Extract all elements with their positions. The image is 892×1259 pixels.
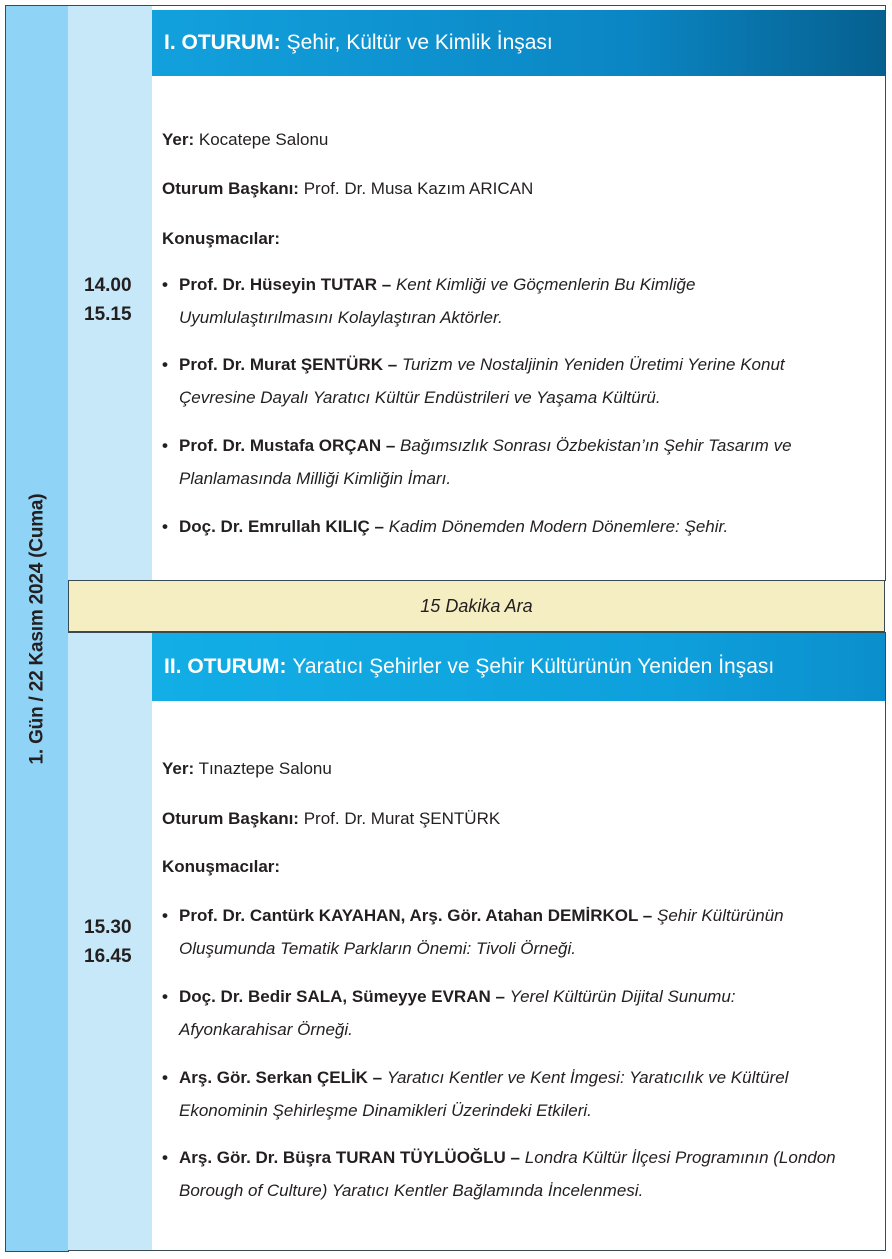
speaker-item: • Prof. Dr. Murat ŞENTÜRK – Turizm ve Nostaljinin Yeniden Üretimi Yerine Konut Çevresine Dayalı Yaratıcı Kültür Endüstrileri ve Yaşama Kültürü. [162, 355, 785, 407]
speaker-name: Prof. Dr. Hüseyin TUTAR – [179, 275, 392, 294]
speaker-name: Prof. Dr. Murat ŞENTÜRK – [179, 355, 398, 374]
speaker-item: • Doç. Dr. Bedir SALA, Sümeyye EVRAN – Yerel Kültürün Dijital Sunumu: Afyonkarahisar Örneği. [162, 987, 736, 1039]
chair-label: Oturum Başkanı: [162, 809, 299, 828]
venue-label: Yer: [162, 759, 195, 778]
session-2-title-prefix: II. OTURUM: [164, 655, 287, 678]
chair-label: Oturum Başkanı: [162, 179, 299, 198]
talk-title: Turizm ve Nostaljinin Yeniden Üretimi Yerine Konut Çevresine Dayalı Yaratıcı Kültür Endüstrileri ve Yaşama Kültürü. [179, 355, 785, 407]
talk-title: Kadim Dönemden Modern Dönemlere: Şehir. [388, 517, 729, 536]
speaker-name: Doç. Dr. Bedir SALA, Sümeyye EVRAN – [179, 987, 505, 1006]
session-2-chair [162, 807, 500, 831]
speaker-item: • Prof. Dr. Hüseyin TUTAR – Kent Kimliği ve Göçmenlerin Bu Kimliğe Uyumlulaştırılmasını Kolaylaştıran Aktörler. [162, 275, 696, 327]
session-2-block [152, 632, 886, 1251]
session-1-header [152, 10, 885, 76]
talk-title: Kent Kimliği ve Göçmenlerin Bu Kimliğe Uyumlulaştırılmasını Kolaylaştıran Aktörler. [179, 275, 696, 327]
session-2-time-cell [68, 632, 153, 1251]
session-1-title: Şehir, Kültür ve Kimlik İnşası [286, 31, 553, 54]
session-1-chair [162, 177, 533, 201]
venue-value: Kocatepe Salonu [198, 130, 329, 149]
venue-value: Tınaztepe Salonu [198, 759, 332, 778]
speaker-name: Arş. Gör. Serkan ÇELİK – [179, 1068, 383, 1087]
speaker-name: Doç. Dr. Emrullah KILIÇ – [179, 517, 384, 536]
talk-title: Bağımsızlık Sonrası Özbekistan’ın Şehir Tasarım ve Planlamasında Milliği Kimliğin İmarı. [179, 436, 792, 488]
session-2-time-start: 15.30 [84, 917, 132, 938]
talk-title: Londra Kültür İlçesi Programının (London Borough of Culture) Yaratıcı Kentler Bağlamında İncelenmesi. [179, 1148, 836, 1200]
break-row [68, 580, 885, 632]
talk-title: Şehir Kültürünün Oluşumunda Tematik Parkların Önemi: Tivoli Örneği. [179, 906, 784, 958]
session-1-title-prefix: I. OTURUM: [164, 31, 281, 54]
session-2-time-end: 16.45 [84, 946, 132, 967]
session-1-speakers-heading: Konuşmacılar: [162, 229, 281, 248]
session-2-header [152, 633, 885, 701]
day-column [5, 5, 69, 1252]
chair-value: Prof. Dr. Musa Kazım ARICAN [303, 179, 534, 198]
venue-label: Yer: [162, 130, 195, 149]
session-2-speakers-heading: Konuşmacılar: [162, 857, 281, 876]
break-label: 15 Dakika Ara [420, 595, 533, 616]
session-2-title: Yaratıcı Şehirler ve Şehir Kültürünün Yeniden İnşası [292, 655, 775, 678]
session-1-block [152, 5, 886, 581]
speaker-name: Prof. Dr. Mustafa ORÇAN – [179, 436, 396, 455]
day-label: 1. Gün / 22 Kasım 2024 (Cuma) [26, 493, 47, 764]
talk-title: Yerel Kültürün Dijital Sunumu: Afyonkarahisar Örneği. [179, 987, 736, 1039]
chair-value: Prof. Dr. Murat ŞENTÜRK [303, 809, 501, 828]
speaker-name: Prof. Dr. Cantürk KAYAHAN, Arş. Gör. Atahan DEMİRKOL – [179, 906, 653, 925]
speaker-item: • Arş. Gör. Serkan ÇELİK – Yaratıcı Kentler ve Kent İmgesi: Yaratıcılık ve Kültürel Ekonominin Şehirleşme Dinamikleri Üzerindeki Etkileri. [162, 1068, 789, 1120]
speaker-item: • Doç. Dr. Emrullah KILIÇ – Kadim Dönemden Modern Dönemlere: Şehir. [162, 517, 729, 536]
session-1-time-end: 15.15 [84, 304, 132, 325]
session-1-time-cell [68, 5, 153, 581]
speaker-item: • Prof. Dr. Cantürk KAYAHAN, Arş. Gör. Atahan DEMİRKOL – Şehir Kültürünün Oluşumunda Tematik Parkların Önemi: Tivoli Örneği. [162, 906, 784, 958]
speaker-item: • Arş. Gör. Dr. Büşra TURAN TÜYLÜOĞLU – Londra Kültür İlçesi Programının (London Borough of Culture) Yaratıcı Kentler Bağlamında İncelenmesi. [162, 1148, 836, 1200]
speaker-name: Arş. Gör. Dr. Büşra TURAN TÜYLÜOĞLU – [179, 1148, 520, 1167]
session-2-venue [162, 757, 332, 781]
session-1-time-start: 14.00 [84, 275, 132, 296]
speaker-item: • Prof. Dr. Mustafa ORÇAN – Bağımsızlık Sonrası Özbekistan’ın Şehir Tasarım ve Planlamasında Milliği Kimliğin İmarı. [162, 436, 792, 488]
talk-title: Yaratıcı Kentler ve Kent İmgesi: Yaratıcılık ve Kültürel Ekonominin Şehirleşme Dinamikleri Üzerindeki Etkileri. [179, 1068, 789, 1120]
session-1-venue [162, 128, 328, 152]
